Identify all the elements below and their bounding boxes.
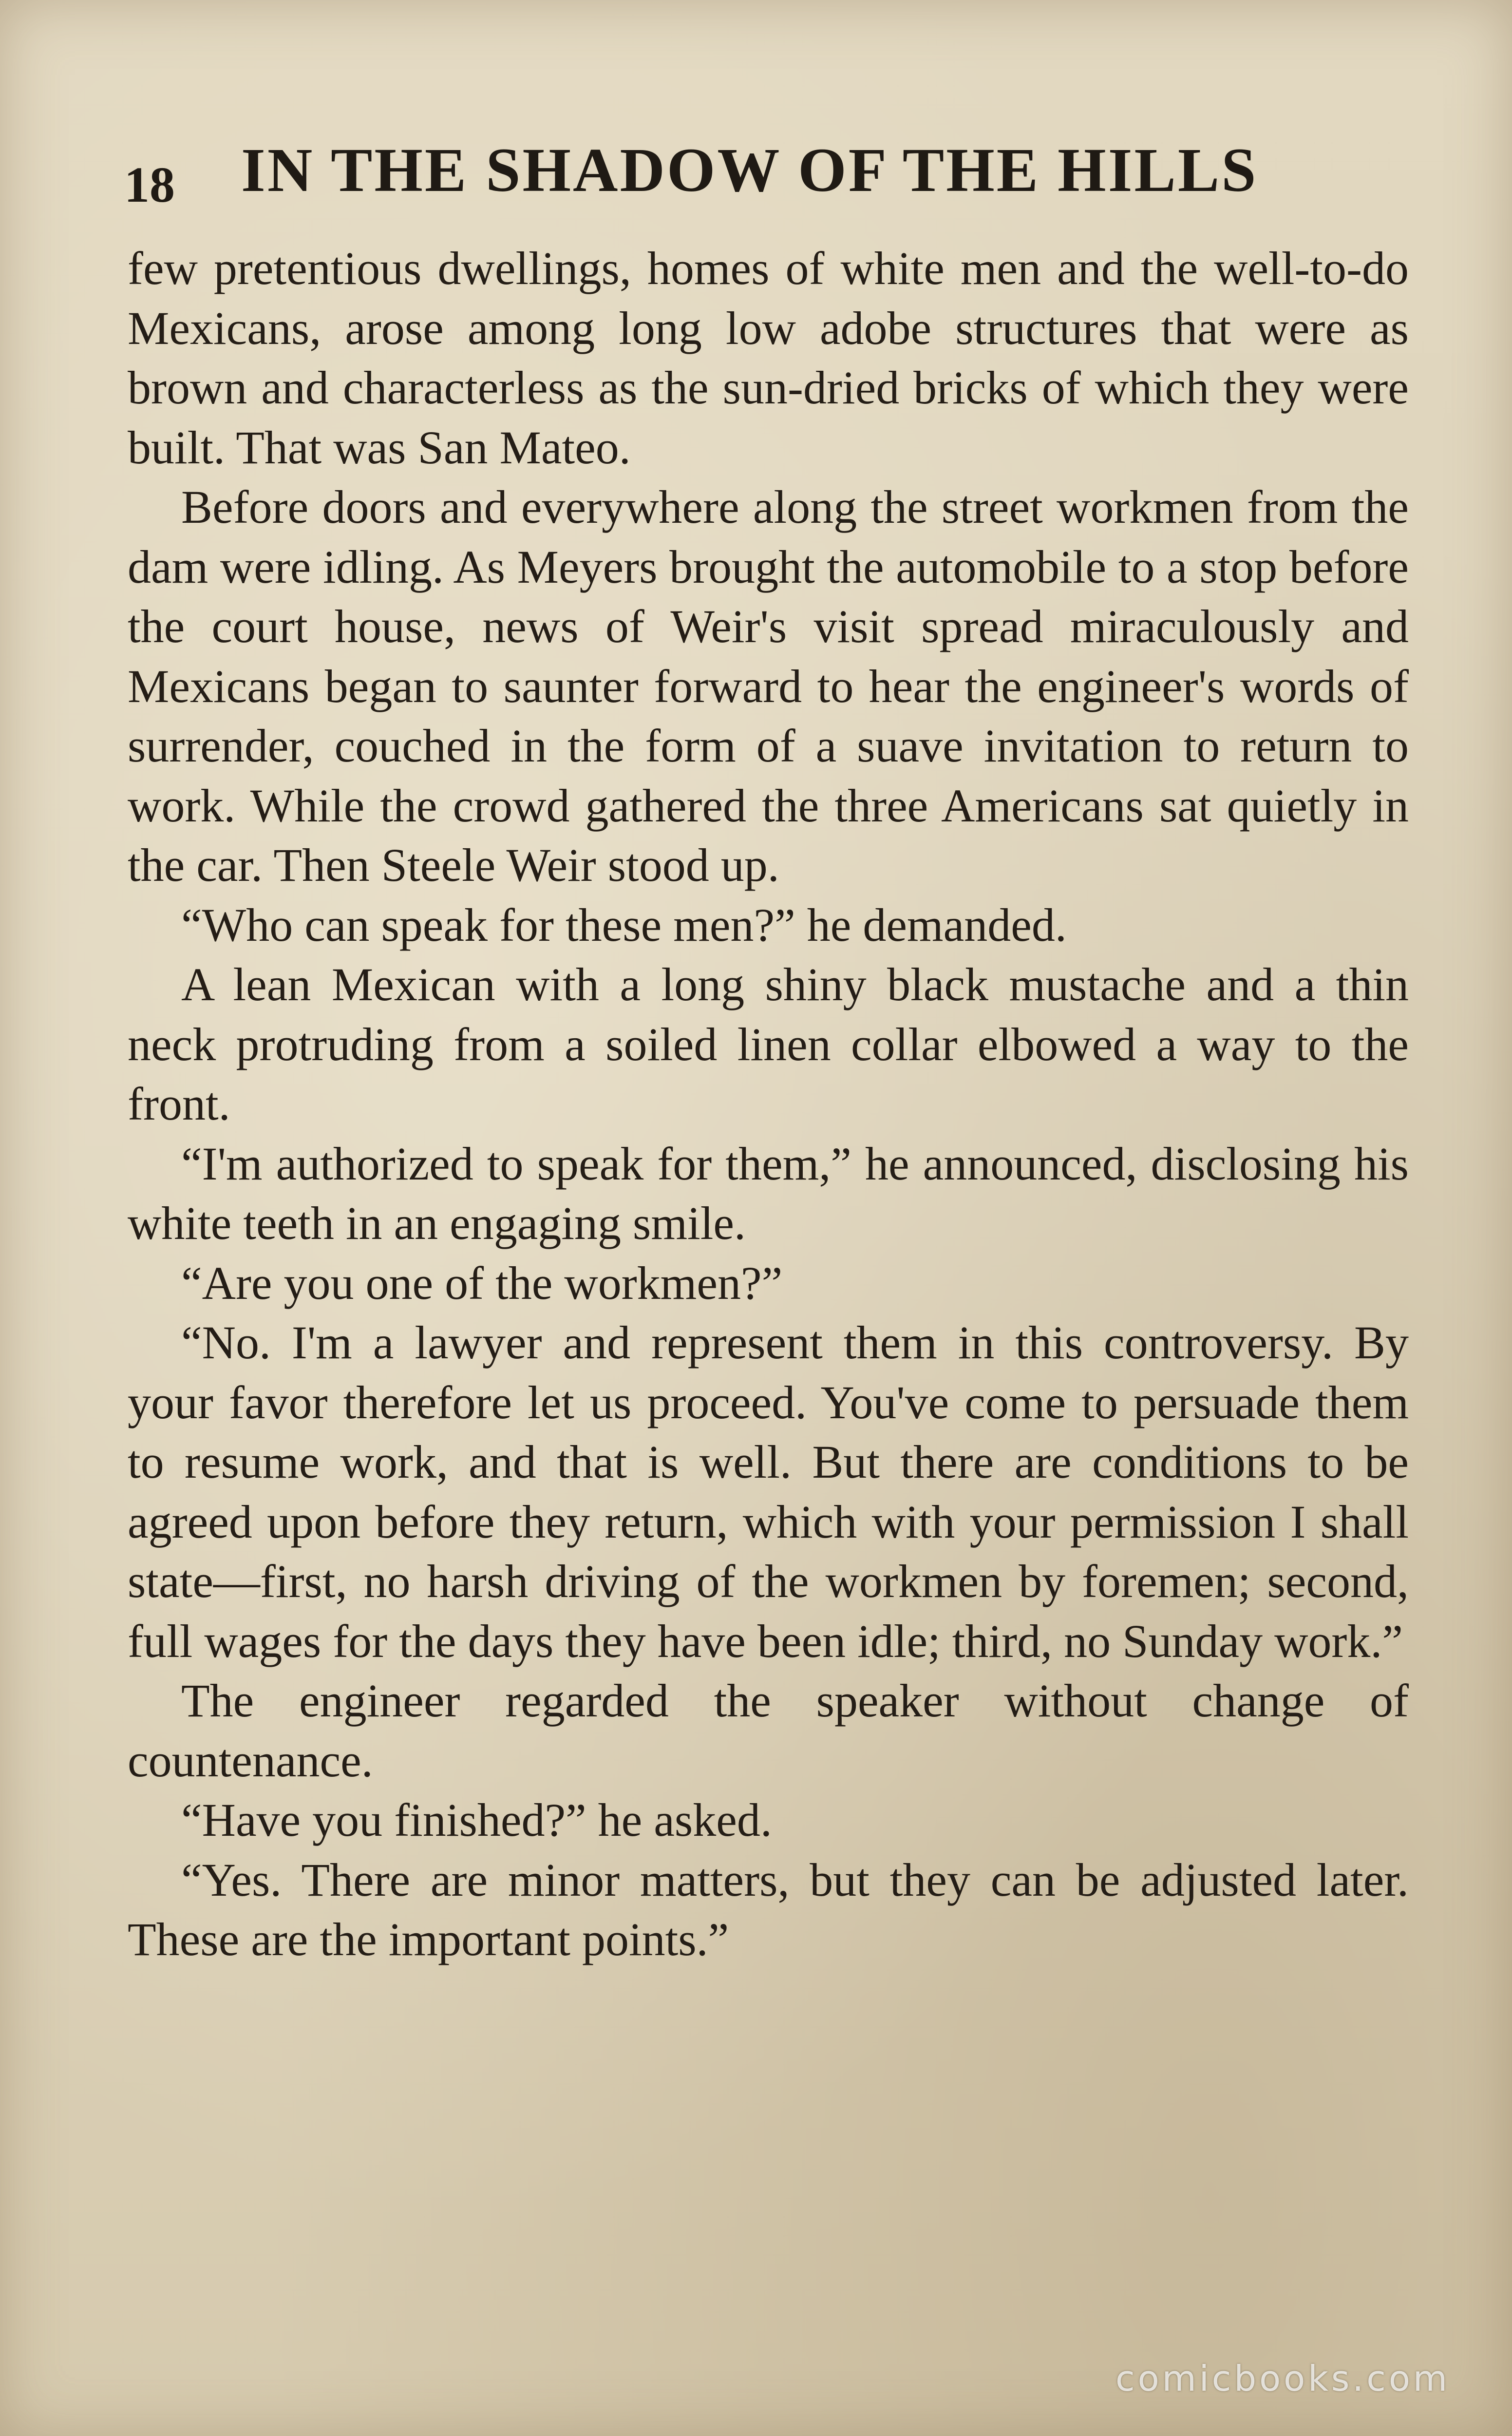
book-title: IN THE SHADOW OF THE HILLS (241, 135, 1258, 205)
paragraph-6: “Are you one of the workmen?” (181, 1256, 783, 1309)
running-head (124, 122, 1361, 219)
paragraph-9: “Have you finished?” he asked. (181, 1794, 772, 1846)
paragraph-3: “Who can speak for these men?” he demanded. (181, 898, 1067, 951)
paragraph-7: “No. I'm a lawyer and represent them in this controversy. By your favor therefore let us proceed. You've come to persuade them to resume work, and that is well. But there are conditions to be agreed upon before they return, which with your permission I shall state—first, no harsh driving of the workmen by foremen; second, full wages for the days they have been idle; third, no Sunday work.” (128, 1316, 1409, 1667)
paragraph-2: Before doors and everywhere along the street workmen from the dam were idling. As Meyers brought the automobile to a stop before the court house, news of Weir's visit spread miraculously and Mexicans began to saunter forward to hear the engineer's words of surrender, couched in the form of a suave invitation to return to work. While the crowd gathered the three Americans sat quietly in the car. Then Steele Weir stood up. (128, 481, 1409, 891)
watermark: comicbooks.com (1115, 2358, 1451, 2399)
body-text (128, 239, 1409, 1970)
paragraph-4: A lean Mexican with a long shiny black mustache and a thin neck protruding from a soiled linen collar elbowed a way to the front. (128, 958, 1409, 1130)
page-number: 18 (124, 157, 175, 213)
paragraph-1: few pretentious dwellings, homes of white men and the well-to-do Mexicans, arose among long low adobe structures that were as brown and characterless as the sun-dried bricks of which they were built. That was San Mateo. (128, 242, 1409, 474)
paragraph-10: “Yes. There are minor matters, but they can be adjusted later. These are the important points.” (128, 1853, 1409, 1965)
paragraph-8: The engineer regarded the speaker without change of countenance. (128, 1675, 1409, 1787)
paragraph-5: “I'm authorized to speak for them,” he announced, disclosing his white teeth in an engaging smile. (128, 1137, 1409, 1249)
